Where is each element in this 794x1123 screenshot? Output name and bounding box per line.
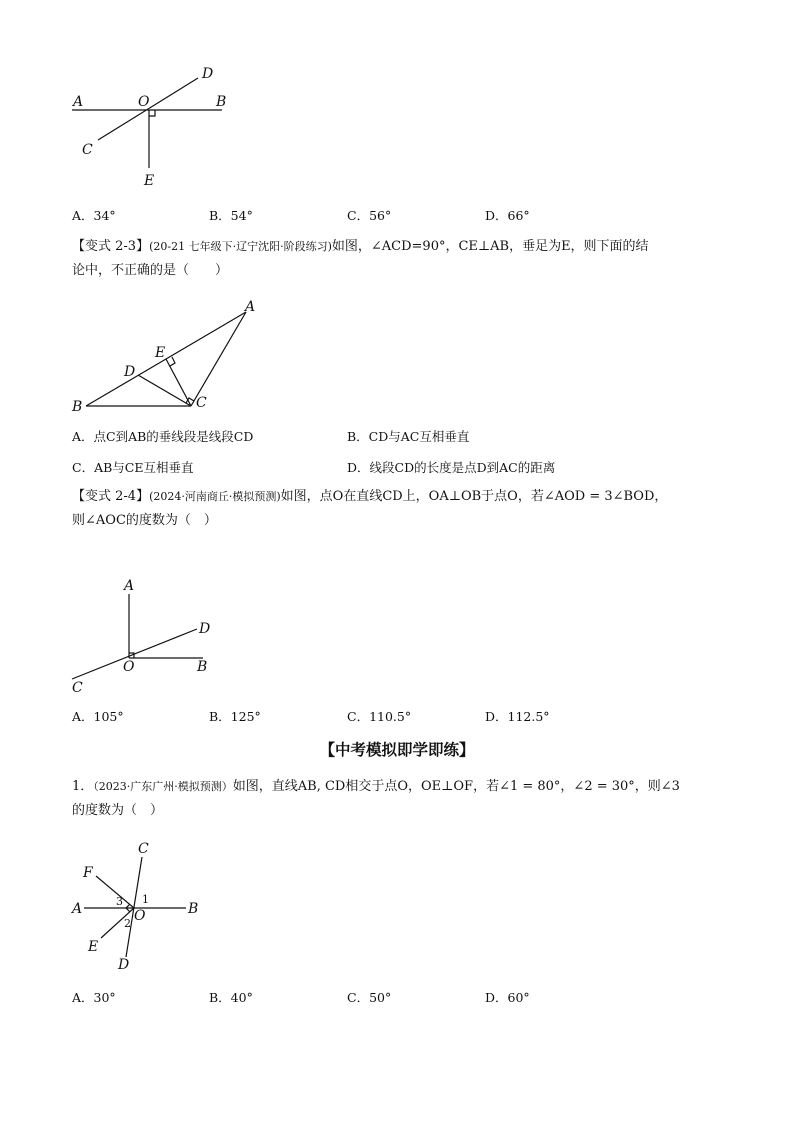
- label-O: O: [138, 94, 150, 110]
- question-text-line2: 论中，不正确的是（ ）: [72, 263, 229, 278]
- figure-1: [0, 0, 794, 200]
- label-C: C: [72, 680, 83, 696]
- question-number: 1．: [72, 779, 94, 794]
- right-angle-mark: [149, 110, 155, 116]
- angle-label-2: 2: [124, 917, 131, 930]
- question-source: (2024·河南商丘·模拟预测): [149, 490, 281, 503]
- variant-2-3-question: [72, 235, 732, 283]
- label-O: O: [123, 659, 135, 675]
- v23-option-c: C．AB与CE互相垂直: [72, 460, 194, 475]
- question-text: 如图，∠ACD=90°，CE⊥AB，垂足为E，则下面的结: [331, 239, 649, 254]
- v23-option-d: D．线段CD的长度是点D到AC的距离: [347, 460, 556, 475]
- ray-OF: [96, 876, 134, 908]
- label-D: D: [202, 66, 214, 82]
- question-text-line2: 的度数为（ ）: [72, 803, 164, 818]
- label-B: B: [72, 399, 83, 415]
- ex1-option-c: C．50°: [347, 990, 392, 1005]
- question-text: 如图，直线AB, CD相交于点O，OE⊥OF，若∠1 = 80°，∠2 = 30°，则∠3: [232, 779, 680, 794]
- line-CD: [126, 857, 142, 957]
- section-heading: 【中考模拟即学即练】: [319, 741, 475, 759]
- q1-option-d: D．66°: [485, 208, 530, 223]
- question-text: 如图，点O在直线CD上，OA⊥OB于点O，若∠AOD = 3∠BOD，: [280, 489, 668, 504]
- label-C: C: [82, 142, 93, 158]
- label-A: A: [73, 94, 84, 110]
- figure-variant-2-3: [0, 290, 794, 420]
- v23-option-b: B．CD与AC互相垂直: [347, 429, 470, 444]
- figure-variant-2-4: [0, 570, 794, 700]
- angle-label-1: 1: [142, 893, 149, 906]
- label-F: F: [83, 865, 93, 881]
- label-D: D: [199, 621, 211, 637]
- variant-2-4-question: [72, 485, 732, 533]
- label-D: D: [118, 957, 130, 973]
- v24-option-d: D．112.5°: [485, 709, 550, 724]
- angle-label-3: 3: [116, 895, 123, 908]
- label-E: E: [155, 345, 166, 361]
- v24-option-b: B．125°: [209, 709, 261, 724]
- v23-option-a: A．点C到AB的垂线段是线段CD: [72, 429, 254, 444]
- label-C: C: [138, 841, 149, 857]
- right-angle-mark-E: [170, 357, 175, 366]
- ex1-option-b: B．40°: [209, 990, 253, 1005]
- label-B: B: [197, 659, 208, 675]
- label-A: A: [124, 578, 135, 594]
- label-B: B: [188, 901, 199, 917]
- label-C: C: [196, 395, 207, 411]
- v24-option-a: A．105°: [72, 709, 124, 724]
- label-A: A: [245, 299, 256, 315]
- label-D: D: [124, 364, 136, 380]
- figure-exercise-1: [0, 835, 794, 975]
- label-A: A: [72, 901, 83, 917]
- exercise-1-question: [72, 775, 732, 823]
- label-E: E: [88, 939, 99, 955]
- question-source: (20-21 七年级下·辽宁沈阳·阶段练习): [149, 240, 332, 253]
- variant-tag: 【变式 2-3】: [72, 239, 150, 254]
- question-text-line2: 则∠AOC的度数为（ ）: [72, 513, 217, 528]
- question-source: （2023·广东广州·模拟预测）: [93, 780, 233, 793]
- segment-AC: [191, 312, 246, 406]
- q1-option-b: B．54°: [209, 208, 253, 223]
- variant-tag: 【变式 2-4】: [72, 489, 150, 504]
- q1-option-a: A．34°: [72, 208, 116, 223]
- label-B: B: [216, 94, 227, 110]
- label-E: E: [144, 173, 155, 189]
- ex1-option-a: A．30°: [72, 990, 116, 1005]
- label-O: O: [134, 908, 146, 924]
- v24-option-c: C．110.5°: [347, 709, 412, 724]
- ex1-option-d: D．60°: [485, 990, 530, 1005]
- q1-option-c: C．56°: [347, 208, 392, 223]
